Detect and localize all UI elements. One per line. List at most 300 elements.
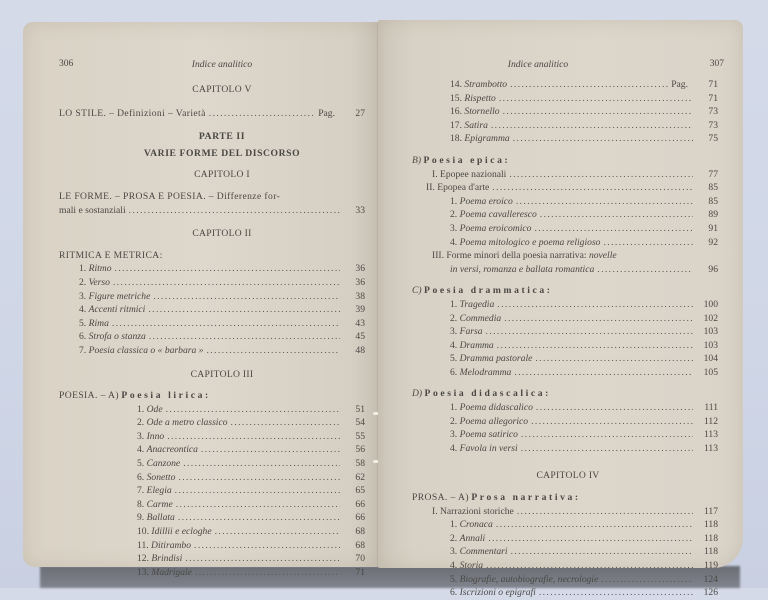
- toc-entry: [418, 195, 718, 209]
- part-title: VARIE FORME DEL DISCORSO: [143, 147, 301, 159]
- entry-number: 6.: [450, 587, 458, 599]
- entry-title: Tragedia: [459, 298, 495, 310]
- entry-page: 36: [355, 263, 365, 275]
- entry-page: 100: [703, 298, 718, 310]
- entry-page: 75: [708, 133, 718, 145]
- leader-dots: [511, 545, 693, 559]
- entry-label: [450, 415, 528, 429]
- entry-label: [450, 339, 494, 353]
- entry-number: 7.: [79, 344, 87, 356]
- leader-dots: [510, 78, 668, 92]
- toc-entry: [418, 415, 718, 429]
- entry-label: [450, 442, 518, 456]
- section-spaced-title: Poesia didascalica:: [424, 388, 551, 400]
- entry-label: [450, 586, 536, 600]
- entry-title: Dramma: [459, 339, 494, 351]
- entry-page: 73: [708, 119, 718, 131]
- toc-entry: [418, 339, 718, 353]
- entry-page: 66: [355, 512, 365, 524]
- toc-entry: [418, 442, 718, 456]
- toc-list: [79, 403, 365, 580]
- entry-title: Dramma pastorale: [459, 353, 533, 365]
- entry-title: Ode a metro classico: [146, 417, 228, 429]
- entry-label: [137, 457, 180, 471]
- toc-entry: [79, 330, 365, 344]
- leader-dots: [499, 92, 693, 106]
- entry-number: II.: [426, 182, 435, 194]
- entry-number: 12.: [137, 553, 149, 565]
- toc-entry: [418, 119, 718, 133]
- running-head: [59, 58, 365, 72]
- entry-title: Commedia: [459, 312, 502, 324]
- toc-entry: [418, 263, 718, 277]
- entry-title: Elegia: [146, 485, 172, 497]
- entry-number: 2.: [450, 532, 458, 544]
- entry-label: [137, 566, 192, 580]
- entry-number: 1.: [137, 403, 145, 415]
- entry-label: [450, 325, 483, 339]
- leader-dots: [206, 344, 340, 358]
- toc-list: [418, 401, 718, 455]
- entry-number: 9.: [137, 512, 145, 524]
- entry-label: [137, 430, 164, 444]
- entry-label: [426, 181, 489, 195]
- entry-number: 2.: [450, 209, 458, 221]
- entry-title: Sonetto: [146, 471, 176, 483]
- entry-title: Figure metriche: [88, 290, 151, 302]
- entry-title: Biografie, autobiografie, necrologie: [459, 573, 599, 585]
- entry-page: 92: [708, 236, 718, 248]
- entry-label: [137, 443, 198, 457]
- entry-page: 70: [355, 553, 365, 565]
- entry-number: 7.: [137, 485, 145, 497]
- entry-page: 73: [708, 106, 718, 118]
- entry-page: 112: [703, 415, 718, 427]
- leader-dots: [183, 457, 340, 471]
- leader-dots: [167, 430, 340, 444]
- toc-entry: [418, 78, 718, 92]
- entry-page: 55: [355, 430, 365, 442]
- leader-dots: [488, 532, 693, 546]
- section-title: [59, 389, 365, 403]
- section-title: [412, 284, 718, 298]
- toc-entry: [418, 401, 718, 415]
- leader-dots: [531, 415, 693, 429]
- entry-page: 89: [708, 209, 718, 221]
- leader-dots: [539, 586, 693, 600]
- entry-label: [450, 208, 537, 222]
- toc-entry: [79, 443, 365, 457]
- entry-title: Anacreontica: [146, 444, 198, 456]
- toc-entry: [418, 428, 718, 442]
- entry-page: 96: [708, 263, 718, 275]
- leader-dots: [491, 119, 693, 133]
- toc-entry: [79, 290, 365, 304]
- section-prefix: POESIA. – A): [59, 390, 119, 402]
- entry-number: 5.: [450, 573, 458, 585]
- entry-label: [450, 518, 493, 532]
- entry-label: mali e sostanziali: [59, 204, 126, 216]
- entry-page: 113: [703, 429, 718, 441]
- entry-label: [137, 403, 163, 417]
- entry-title: Verso: [88, 276, 110, 288]
- entry-page: 43: [355, 317, 365, 329]
- toc-entry: [418, 168, 718, 182]
- entry-label: [450, 195, 513, 209]
- entry-label: [79, 290, 150, 304]
- toc-entry: [418, 312, 718, 326]
- toc-entry: [79, 276, 365, 290]
- entry-title: Annali: [459, 532, 486, 544]
- leader-dots: [209, 107, 315, 121]
- toc-entry: [418, 545, 718, 559]
- entry-number: 3.: [137, 430, 145, 442]
- entry-title: Poema mitologico e poema religioso: [459, 236, 601, 248]
- entry-label: [137, 416, 228, 430]
- leader-dots: [129, 204, 340, 218]
- toc-entry: [79, 484, 365, 498]
- toc-list: [418, 195, 718, 249]
- entry-label: [79, 262, 112, 276]
- toc-entry: [418, 518, 718, 532]
- entry-number: 5.: [79, 317, 87, 329]
- page-number: 306: [59, 59, 74, 69]
- entry-page: 104: [703, 353, 718, 365]
- toc-entry: [79, 416, 365, 430]
- entry-label: [450, 532, 485, 546]
- entry-page: 39: [355, 304, 365, 316]
- section-spaced-title: Poesia lirica:: [121, 390, 211, 402]
- leader-dots: [178, 511, 340, 525]
- entry-page: 91: [708, 222, 718, 234]
- entry-label: [450, 92, 496, 106]
- entry-number: 3.: [450, 326, 458, 338]
- entry-title: Satira: [464, 119, 488, 131]
- page-number: 307: [709, 59, 724, 69]
- leader-dots: [503, 105, 693, 119]
- toc-entry: [418, 236, 718, 250]
- leader-dots: [504, 312, 693, 326]
- entry-title: Carme: [146, 498, 173, 510]
- entry-label: [137, 552, 182, 566]
- leader-dots: [514, 366, 693, 380]
- toc-entry-line: LE FORME. – PROSA E POESIA. – Differenze for-: [59, 190, 281, 202]
- toc-entry: [418, 132, 718, 146]
- entry-number: 16.: [450, 106, 462, 118]
- entry-label: [79, 317, 109, 331]
- toc-list: [418, 298, 718, 380]
- entry-number: 3.: [450, 429, 458, 441]
- toc-entry: [79, 303, 365, 317]
- entry-number: 18.: [450, 133, 462, 145]
- right-page: [378, 20, 743, 599]
- entry-number: 3.: [450, 546, 458, 558]
- leader-dots: [112, 317, 340, 331]
- entry-number: 8.: [137, 498, 145, 510]
- entry-page: 71: [708, 79, 718, 90]
- entry-page: 118: [703, 532, 718, 544]
- toc-entry: [418, 325, 718, 339]
- entry-page: 85: [708, 195, 718, 207]
- leader-dots: [496, 518, 693, 532]
- toc-entry: [79, 552, 365, 566]
- running-head-title: Indice analitico: [507, 59, 569, 70]
- entry-page: 68: [355, 539, 365, 551]
- leader-dots: [113, 276, 340, 290]
- leader-dots: [215, 525, 340, 539]
- left-page: [23, 22, 378, 578]
- entry-title: Farsa: [459, 326, 483, 338]
- right-page-content: [412, 58, 724, 600]
- entry-number: 1.: [450, 402, 458, 414]
- entry-title: Poema didascalico: [459, 402, 533, 414]
- pag-label: Pag.: [671, 79, 688, 90]
- entry-title: Commentari: [459, 546, 508, 558]
- entry-label: [79, 330, 146, 344]
- entry-title: Epigramma: [464, 133, 510, 145]
- entry-title: Inno: [146, 430, 165, 442]
- chapter-heading: CAPITOLO V: [192, 84, 252, 95]
- entry-number: 6.: [450, 366, 458, 378]
- leader-dots: [149, 330, 340, 344]
- pag-label: Pag.: [318, 107, 335, 119]
- entry-label: [450, 428, 518, 442]
- entry-label: [137, 484, 172, 498]
- entry-label: [450, 573, 598, 587]
- entry-label: [450, 545, 508, 559]
- toc-entry: [418, 222, 718, 236]
- toc-entry: [79, 457, 365, 471]
- entry-page: 62: [355, 471, 365, 483]
- toc-entry: [418, 298, 718, 312]
- toc-entry: [418, 92, 718, 106]
- entry-number: 4.: [137, 444, 145, 456]
- leader-dots: [201, 443, 340, 457]
- toc-entry: [59, 107, 365, 121]
- entry-label: [450, 222, 531, 236]
- section-title: [412, 491, 718, 505]
- toc-entry: [79, 525, 365, 539]
- entry-label: LO STILE. – Definizioni – Varietà: [59, 107, 206, 119]
- running-head: [418, 58, 724, 72]
- entry-title: Stornello: [464, 106, 500, 118]
- leader-dots: [231, 416, 340, 430]
- entry-number: 2.: [79, 276, 87, 288]
- entry-page: 85: [708, 182, 718, 194]
- toc-entry: [79, 344, 365, 358]
- chapter-heading: CAPITOLO IV: [536, 470, 600, 482]
- toc-entry: [418, 573, 718, 587]
- entry-page: 48: [355, 344, 365, 356]
- section-prefix: PROSA. – A): [412, 492, 469, 504]
- entry-number: 1.: [450, 195, 458, 207]
- entry-label: [450, 119, 488, 133]
- entry-label: [137, 498, 173, 512]
- toc-entry-line: III. Forme minori della poesia narrativa: novelle: [432, 250, 617, 262]
- entry-title: Strofa o stanza: [88, 331, 146, 343]
- entry-number: 1.: [79, 263, 87, 275]
- entry-page: 126: [703, 587, 718, 599]
- entry-number: 4.: [450, 442, 458, 454]
- entry-number: 4.: [450, 339, 458, 351]
- leader-dots: [486, 559, 693, 573]
- entry-title: Brindisi: [151, 553, 183, 565]
- leader-dots: [597, 263, 693, 277]
- leader-dots: [166, 403, 340, 417]
- entry-title: Poesia classica o « barbara »: [88, 344, 204, 356]
- entry-number: 1.: [450, 519, 458, 531]
- entry-title: Epopea d'arte: [437, 182, 490, 194]
- toc-list: [79, 262, 365, 357]
- leader-dots: [497, 298, 693, 312]
- leader-dots: [601, 573, 693, 587]
- toc-entry: [418, 352, 718, 366]
- entry-label: [450, 78, 507, 92]
- entry-title: Idillii e ecloghe: [151, 526, 212, 538]
- entry-label: [450, 312, 501, 326]
- entry-label: [450, 559, 483, 573]
- entry-title: Poema cavalleresco: [459, 209, 537, 221]
- toc-entry: [79, 498, 365, 512]
- toc-entry: [79, 430, 365, 444]
- entry-label: [137, 471, 175, 485]
- entry-page: 54: [355, 417, 365, 429]
- leader-dots: [148, 303, 340, 317]
- entry-number: 2.: [450, 415, 458, 427]
- leader-dots: [516, 195, 693, 209]
- entry-number: 10.: [137, 526, 149, 538]
- entry-page: 113: [703, 442, 718, 454]
- toc-entry: [418, 586, 718, 600]
- leader-dots: [194, 539, 340, 553]
- entry-title: Favola in versi: [459, 442, 518, 454]
- entry-page: 117: [703, 505, 718, 517]
- toc-entry: [418, 366, 718, 380]
- entry-title: Melodramma: [459, 366, 512, 378]
- leader-dots: [535, 352, 693, 366]
- entry-page: 56: [355, 444, 365, 456]
- entry-page: 103: [703, 339, 718, 351]
- section-prefix: B): [412, 154, 422, 166]
- leader-dots: [175, 484, 340, 498]
- entry-number: 2.: [450, 312, 458, 324]
- entry-number: 3.: [79, 290, 87, 302]
- left-page-content: [59, 58, 365, 579]
- entry-number: 1.: [450, 298, 458, 310]
- entry-number: 17.: [450, 119, 462, 131]
- toc-entry: [79, 539, 365, 553]
- chapter-heading: CAPITOLO III: [190, 368, 254, 380]
- leader-dots: [115, 262, 340, 276]
- toc-entry: [418, 559, 718, 573]
- entry-label: [137, 511, 175, 525]
- entry-number: 5.: [450, 353, 458, 365]
- toc-entry: [418, 105, 718, 119]
- entry-label: [450, 352, 532, 366]
- leader-dots: [492, 181, 693, 195]
- entry-label: in versi, romanza e ballata romantica: [450, 263, 595, 275]
- entry-title: Rima: [88, 317, 109, 329]
- entry-title: Epopee nazionali: [440, 168, 507, 180]
- entry-number: 6.: [137, 471, 145, 483]
- leader-dots: [513, 132, 693, 146]
- entry-title: Ballata: [146, 512, 175, 524]
- entry-title: Canzone: [146, 458, 181, 470]
- entry-page: 105: [703, 366, 718, 378]
- entry-title: Poema eroicomico: [459, 222, 532, 234]
- leader-dots: [497, 339, 693, 353]
- leader-dots: [517, 505, 693, 519]
- entry-page: 66: [355, 498, 365, 510]
- section-spaced-title: Prosa narrativa:: [471, 492, 581, 504]
- entry-title: Cronaca: [459, 519, 493, 531]
- entry-label: [450, 401, 533, 415]
- leader-dots: [176, 498, 340, 512]
- section-spaced-title: Poesia drammatica:: [424, 285, 553, 297]
- entry-title: Ditirambo: [151, 539, 192, 551]
- entry-page: 77: [708, 168, 718, 180]
- entry-number: 4.: [79, 304, 87, 316]
- section-prefix: C): [412, 285, 422, 297]
- entry-page: 102: [703, 312, 718, 324]
- entry-number: 2.: [137, 417, 145, 429]
- entry-title: Storia: [459, 560, 484, 571]
- entry-title: Poema satirico: [459, 429, 518, 441]
- entry-number: 5.: [137, 458, 145, 470]
- leader-dots: [178, 471, 340, 485]
- entry-page: 119: [703, 560, 718, 571]
- section-title: [412, 387, 718, 401]
- entry-label: [137, 539, 191, 553]
- section-title: RITMICA E METRICA:: [59, 249, 163, 261]
- toc-entry: [59, 204, 365, 218]
- entry-title: Strambotto: [464, 79, 508, 90]
- entry-number: 11.: [137, 539, 149, 551]
- entry-title: Ode: [146, 403, 163, 415]
- entry-page: 124: [703, 573, 718, 585]
- leader-dots: [521, 442, 693, 456]
- entry-number: 15.: [450, 92, 462, 104]
- leader-dots: [536, 401, 693, 415]
- entry-page: 118: [703, 519, 718, 531]
- toc-entry: [79, 566, 365, 580]
- entry-title: Ritmo: [88, 263, 112, 275]
- entry-title: Madrigale: [151, 566, 192, 578]
- entry-number: 13.: [137, 566, 149, 578]
- entry-page: 51: [355, 403, 365, 415]
- part-heading: PARTE II: [198, 131, 246, 143]
- toc-entry: [418, 505, 718, 519]
- entry-label: [450, 132, 510, 146]
- chapter-heading: CAPITOLO I: [194, 169, 250, 181]
- entry-label: [450, 366, 511, 380]
- entry-label: [137, 525, 212, 539]
- toc-entry: [79, 511, 365, 525]
- entry-label: [450, 236, 600, 250]
- leader-dots: [195, 566, 340, 580]
- entry-number: 4.: [450, 236, 458, 248]
- toc-entry: [418, 181, 718, 195]
- leader-dots: [486, 325, 693, 339]
- entry-page: 103: [703, 326, 718, 338]
- entry-number: 6.: [79, 331, 87, 343]
- section-title: [412, 154, 718, 168]
- entry-label: [432, 168, 506, 182]
- toc-entry: [79, 317, 365, 331]
- entry-title: Iscrizioni o epigrafi: [459, 587, 536, 599]
- entry-number: 14.: [450, 79, 462, 90]
- leader-dots: [603, 236, 693, 250]
